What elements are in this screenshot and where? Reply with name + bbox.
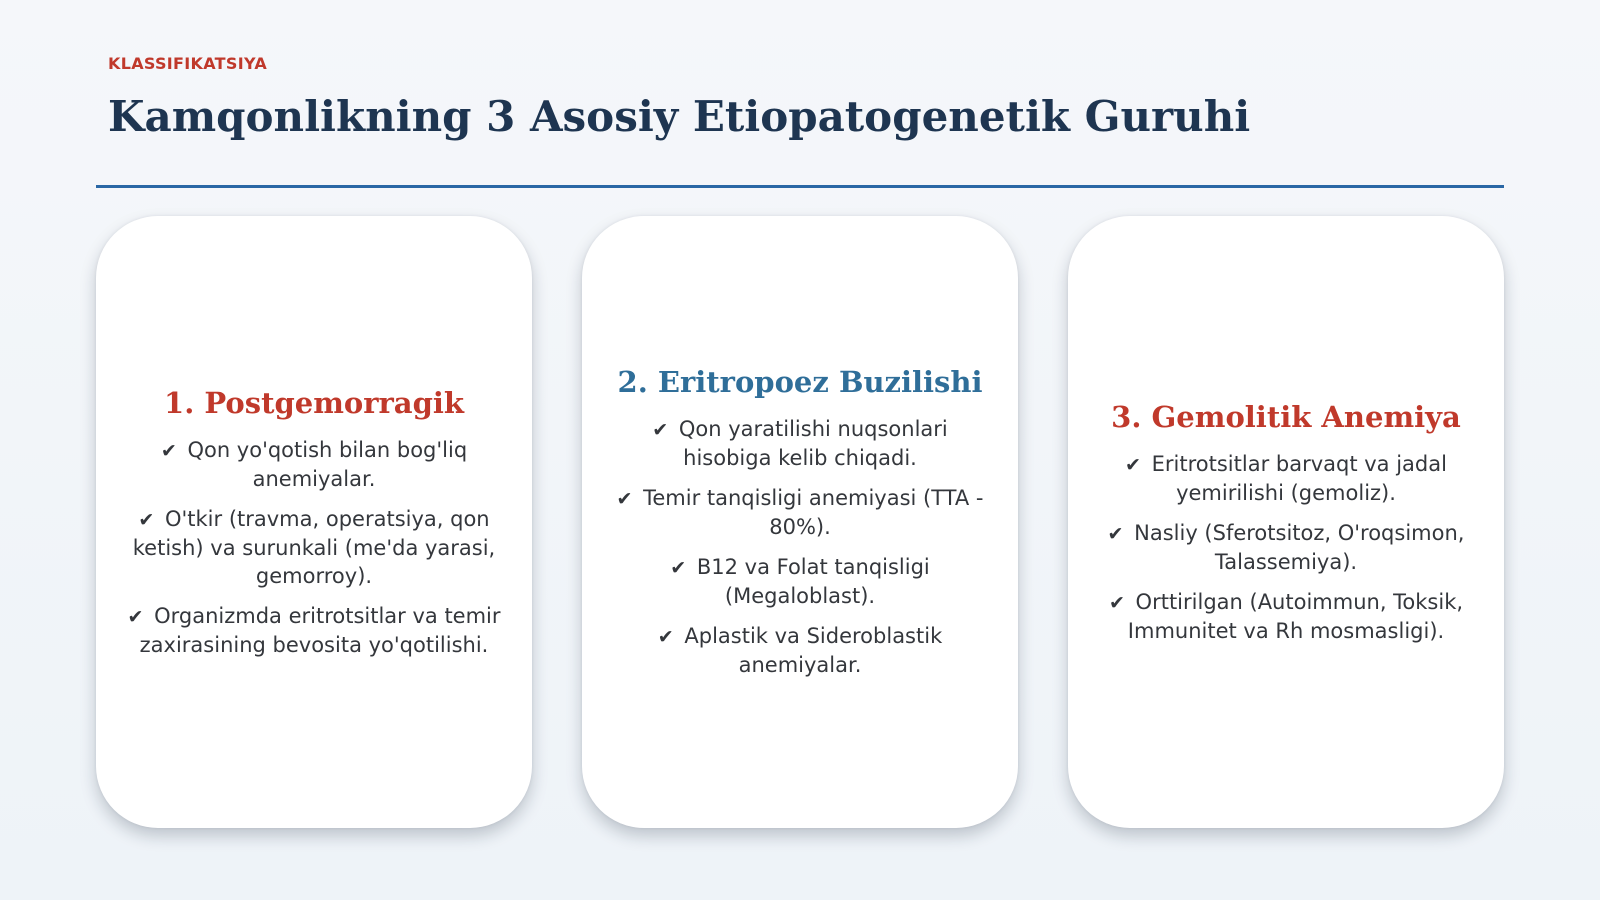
list-item-text: Qon yaratilishi nuqsonlari hisobiga kelib chiqadi. bbox=[678, 417, 948, 470]
list-item bbox=[1098, 519, 1474, 576]
list-item bbox=[612, 622, 988, 679]
card-eritropoez bbox=[582, 216, 1018, 828]
list-item-text: Nasliy (Sferotsitoz, O'roqsimon, Talassemiya). bbox=[1134, 520, 1465, 574]
list-item bbox=[612, 553, 988, 610]
category-cards bbox=[96, 216, 1504, 828]
check-icon: ✔ bbox=[1108, 591, 1125, 614]
list-item bbox=[1098, 450, 1474, 507]
list-item-text: O'tkir (travma, operatsiya, qon ketish) va surunkali (me'da yarasi, gemorroy). bbox=[132, 506, 496, 588]
check-icon: ✔ bbox=[652, 419, 669, 441]
card-title: 1. Postgemorragik bbox=[164, 385, 464, 420]
list-item-text: Qon yo'qotish bilan bog'liq anemiyalar. bbox=[187, 437, 468, 491]
check-icon: ✔ bbox=[138, 508, 155, 531]
check-icon: ✔ bbox=[670, 557, 687, 579]
card-postgemorragik bbox=[96, 216, 532, 828]
list-item bbox=[612, 484, 988, 541]
check-icon: ✔ bbox=[127, 605, 144, 628]
list-item bbox=[1098, 588, 1474, 645]
list-item bbox=[612, 415, 988, 472]
list-item-text: Orttirilgan (Autoimmun, Toksik, Immunitet va Rh mosmasligi). bbox=[1127, 589, 1464, 643]
list-item-text: B12 va Folat tanqisligi (Megaloblast). bbox=[696, 555, 930, 608]
title-divider bbox=[96, 185, 1504, 188]
section-label: KLASSIFIKATSIYA bbox=[108, 54, 268, 73]
card-gemolitik bbox=[1068, 216, 1504, 828]
list-item bbox=[126, 436, 502, 493]
list-item bbox=[126, 602, 502, 659]
page-title: Kamqonlikning 3 Asosiy Etiopatogenetik Guruhi bbox=[108, 92, 1251, 141]
list-item bbox=[126, 505, 502, 590]
list-item-text: Temir tanqisligi anemiyasi (TTA - 80%). bbox=[643, 486, 984, 539]
check-icon: ✔ bbox=[616, 488, 633, 510]
list-item-text: Aplastik va Sideroblastik anemiyalar. bbox=[684, 624, 943, 677]
list-item-text: Eritrotsitlar barvaqt va jadal yemirilishi (gemoliz). bbox=[1151, 451, 1447, 505]
check-icon: ✔ bbox=[657, 626, 674, 648]
card-title: 2. Eritropoez Buzilishi bbox=[617, 365, 983, 399]
list-item-text: Organizmda eritrotsitlar va temir zaxirasining bevosita yo'qotilishi. bbox=[139, 603, 501, 657]
check-icon: ✔ bbox=[160, 439, 177, 462]
check-icon: ✔ bbox=[1107, 522, 1124, 545]
card-title: 3. Gemolitik Anemiya bbox=[1111, 399, 1461, 434]
check-icon: ✔ bbox=[1125, 453, 1141, 476]
